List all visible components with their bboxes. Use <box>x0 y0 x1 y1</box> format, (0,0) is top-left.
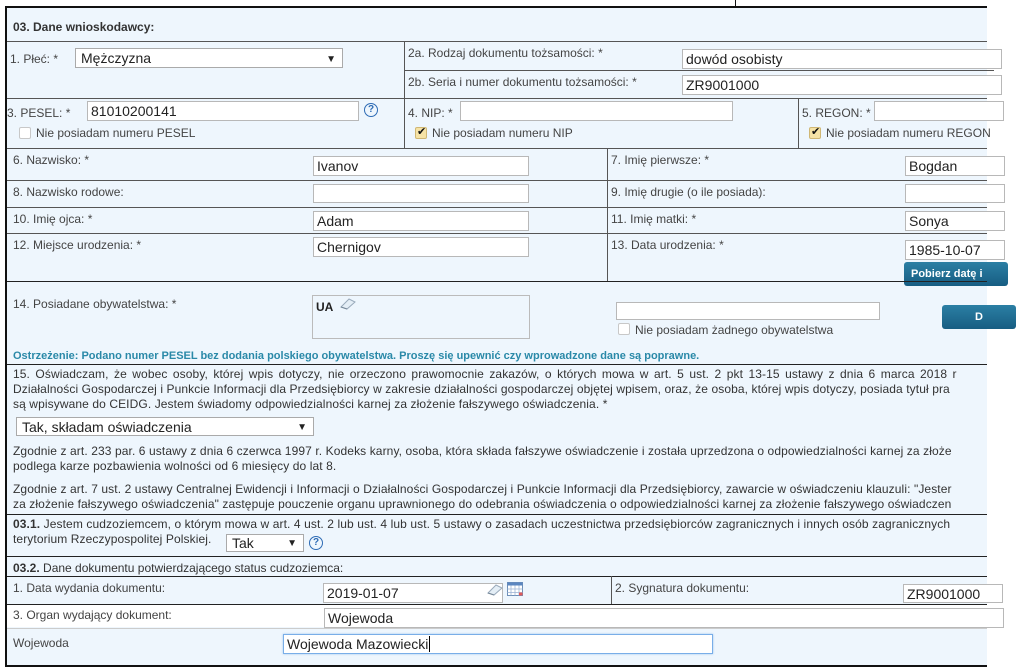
issuer-label: 3. Organ wydający dokument: <box>13 608 172 622</box>
divider <box>7 233 987 234</box>
text-cursor <box>429 636 430 652</box>
divider <box>607 148 608 281</box>
birthplace-input[interactable]: Chernigov <box>313 237 529 257</box>
no-regon-checkbox[interactable] <box>809 127 821 139</box>
divider <box>7 556 987 557</box>
citizenship-code: UA <box>316 300 334 314</box>
foreigner-text: Jestem cudzoziemcem, o którym mowa w art. 4 ust. 2 lub ust. 4 lub ust. 5 ustawy o zasadach uczestnictwa przedsiębiorców zagranicznych i innych osób zagranicznych <box>40 517 951 531</box>
second-name-input[interactable] <box>905 184 1005 203</box>
applicant-data-form <box>5 6 991 667</box>
maiden-name-label: 8. Nazwisko rodowe: <box>13 185 124 199</box>
divider <box>404 98 405 148</box>
issue-date-label: 1. Data wydania dokumentu: <box>13 581 166 595</box>
calendar-icon[interactable] <box>507 582 523 596</box>
penal-code-notice <box>13 444 1013 474</box>
surname-input[interactable]: Ivanov <box>313 156 529 176</box>
foreigner-select-value: Tak <box>232 535 254 551</box>
no-nip-label: Nie posiadam numeru NIP <box>432 126 573 140</box>
voivode-input-value: Wojewoda Mazowiecki <box>287 636 429 652</box>
issuer-input[interactable]: Wojewoda <box>324 608 1004 628</box>
no-nip-checkbox[interactable] <box>415 127 427 139</box>
birthplace-label: 12. Miejsce urodzenia: * <box>13 238 142 252</box>
father-name-input[interactable]: Adam <box>313 211 529 231</box>
divider <box>7 576 987 577</box>
foreigner-doc-num: 03.2. <box>13 561 40 575</box>
divider <box>7 148 987 149</box>
gender-label: 1. Płeć: * <box>10 52 59 66</box>
foreigner-num: 03.1. <box>13 517 41 531</box>
no-citizenship-label: Nie posiadam żadnego obywatelstwa <box>635 323 834 337</box>
gender-select[interactable] <box>75 48 343 68</box>
divider <box>7 628 987 629</box>
citizenship-input[interactable] <box>616 302 880 320</box>
doc-number-input[interactable]: ZR9001000 <box>682 75 1002 95</box>
help-icon[interactable]: ? <box>309 536 323 550</box>
fetch-birthdate-button[interactable]: Pobierz datę i <box>904 262 1008 286</box>
divider <box>798 98 799 148</box>
voivode-input[interactable] <box>283 634 713 654</box>
divider <box>7 207 987 208</box>
second-name-label: 9. Imię drugie (o ile posiada): <box>611 185 766 199</box>
divider <box>404 70 994 71</box>
foreigner-text: terytorium Rzeczypospolitej Polskiej. <box>13 532 212 546</box>
citizenship-label: 14. Posiadane obywatelstwa: * <box>13 297 177 311</box>
chevron-down-icon: ▼ <box>287 538 297 549</box>
divider <box>7 98 987 99</box>
first-name-input[interactable]: Bogdan <box>905 156 1005 176</box>
foreigner-doc-title-text: Dane dokumentu potwierdzającego status cudzoziemca: <box>39 561 344 575</box>
doc-type-label: 2a. Rodzaj dokumentu tożsamości: * <box>408 46 603 60</box>
foreigner-line <box>13 517 1013 532</box>
foreigner-statement <box>13 517 1013 547</box>
regon-input[interactable] <box>874 101 1004 121</box>
notice-line: Zgodnie z art. 7 ust. 2 ustawy Centralnej Ewidencji i Informacji o Działalności Gospodarczej i Punkcie Informacji dla Przedsiębiorcy, zawarcie w oświadczeniu klauzuli: "Jester <box>13 482 952 496</box>
birthdate-label: 13. Data urodzenia: * <box>611 238 724 252</box>
declaration-line: 15. Oświadczam, że wobec osoby, której wpis dotyczy, nie orzeczono prawomocnie zakazów, o których mowa w art. 5 ust. 2 pkt 13-15 ustawy z dnia 6 marca 2018 r <box>13 367 957 381</box>
declaration-text <box>13 367 1013 412</box>
citizenship-list <box>312 295 530 339</box>
ceidg-notice <box>13 482 1013 512</box>
eraser-icon[interactable] <box>339 298 357 310</box>
issue-date-input[interactable]: 2019-01-07 <box>323 583 503 603</box>
gender-select-value: Mężczyzna <box>81 50 152 66</box>
no-pesel-label: Nie posiadam numeru PESEL <box>36 126 196 140</box>
voivode-label: Wojewoda <box>13 636 69 650</box>
doc-signature-label: 2. Sygnatura dokumentu: <box>615 581 750 595</box>
regon-label: 5. REGON: * <box>802 106 871 120</box>
eraser-icon[interactable] <box>486 584 504 596</box>
doc-number-label: 2b. Seria i numer dokumentu tożsamości: * <box>408 75 637 89</box>
foreigner-doc-title <box>13 561 343 575</box>
birthdate-input[interactable]: 1985-10-07 <box>905 240 1005 260</box>
nip-label: 4. NIP: * <box>408 106 453 120</box>
divider <box>7 514 987 515</box>
divider <box>611 576 612 604</box>
foreigner-line <box>13 532 1013 547</box>
declaration-line: Działalności Gospodarczej i Punkcie Informacji dla Przedsiębiorcy w zakresie działalności gospodarczej objętej wpisem, oraz, że osoba, której wpis dotyczy, posiada tytuł pra <box>13 382 950 396</box>
no-pesel-checkbox[interactable] <box>19 127 31 139</box>
divider <box>7 281 987 282</box>
declaration-select-value: Tak, składam oświadczenia <box>22 419 192 435</box>
no-regon-label: Nie posiadam numeru REGON <box>826 126 991 140</box>
mother-name-label: 11. Imię matki: * <box>611 212 697 226</box>
declaration-line: są wpisywane do CEIDG. Jestem świadomy odpowiedzialności karnej za złożenie fałszywego oświadczenia. * <box>13 397 608 411</box>
mother-name-input[interactable]: Sonya <box>905 211 1005 231</box>
add-citizenship-button[interactable]: D <box>942 305 1016 329</box>
divider <box>7 41 987 42</box>
help-icon[interactable]: ? <box>364 103 378 117</box>
first-name-label: 7. Imię pierwsze: * <box>611 153 710 167</box>
no-citizenship-checkbox[interactable] <box>618 323 630 335</box>
doc-type-input[interactable]: dowód osobisty <box>682 49 1002 69</box>
divider <box>7 364 987 365</box>
divider <box>7 180 987 181</box>
notice-line: podlega karze pozbawienia wolności od 6 miesięcy do lat 8. <box>13 459 337 473</box>
section-title: 03. Dane wnioskodawcy: <box>13 20 155 34</box>
surname-label: 6. Nazwisko: * <box>13 153 90 167</box>
chevron-down-icon: ▼ <box>326 54 336 65</box>
pesel-warning: Ostrzeżenie: Podano numer PESEL bez dodania polskiego obywatelstwa. Proszę się upewnić czy wprowadzone dane są poprawne. <box>13 350 700 362</box>
doc-signature-input[interactable]: ZR9001000 <box>903 584 1003 603</box>
foreigner-select[interactable] <box>226 534 304 552</box>
declaration-select[interactable] <box>16 417 314 436</box>
father-name-label: 10. Imię ojca: * <box>13 212 93 226</box>
chevron-down-icon: ▼ <box>297 422 307 433</box>
notice-line: za złożenie fałszywego oświadczenia" zastępuje pouczenie organu uprawnionego do odebrania oświadczenia o odpowiedzialności karnej za złożenie fałszywego oświadczen <box>13 497 952 511</box>
maiden-name-input[interactable] <box>313 184 529 203</box>
nip-input[interactable] <box>460 101 733 121</box>
pesel-label: 3. PESEL: * <box>7 106 71 120</box>
notice-line: Zgodnie z art. 233 par. 6 ustawy z dnia 6 czerwca 1997 r. Kodeks karny, osoba, która składa fałszywe oświadczenie i została uprzedzona o odpowiedzialności karnej za złoże <box>13 444 952 458</box>
pesel-input[interactable]: 81010200141 <box>87 101 359 121</box>
